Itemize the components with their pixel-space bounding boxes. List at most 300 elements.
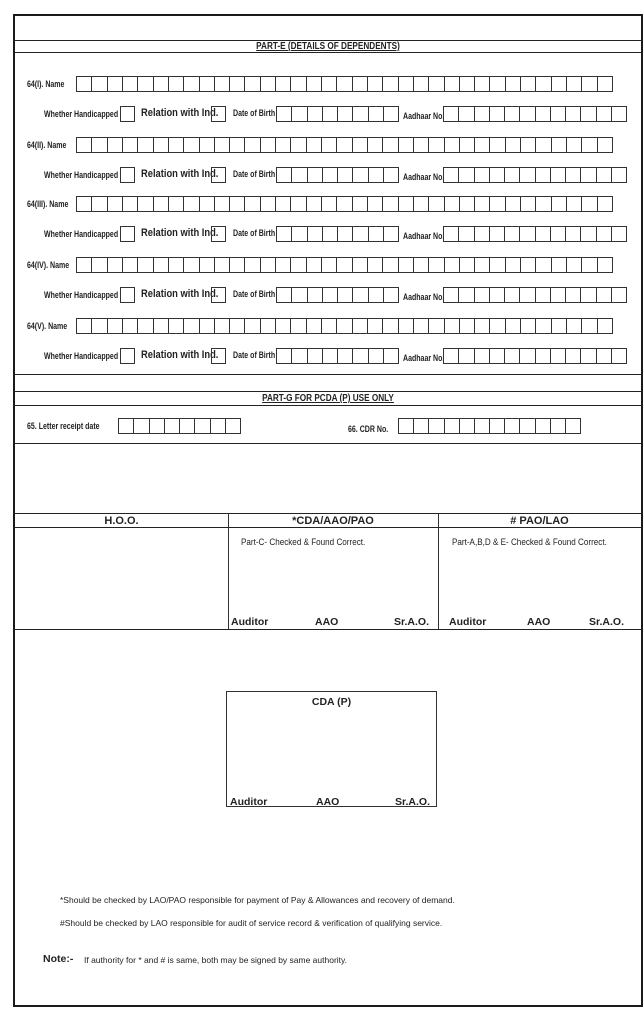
date-of-birth-input[interactable] <box>276 167 399 183</box>
aadhaar-number-input[interactable] <box>443 287 627 303</box>
aadhaar-number-input[interactable] <box>443 348 627 364</box>
char-box[interactable] <box>414 319 429 333</box>
char-box[interactable] <box>475 258 490 272</box>
char-box[interactable] <box>444 227 459 241</box>
char-box[interactable] <box>520 349 535 363</box>
char-box[interactable] <box>399 138 414 152</box>
char-box[interactable] <box>521 138 536 152</box>
char-box[interactable] <box>506 197 521 211</box>
char-box[interactable] <box>460 138 475 152</box>
char-box[interactable] <box>230 197 245 211</box>
char-box[interactable] <box>551 107 566 121</box>
char-box[interactable] <box>291 258 306 272</box>
char-box[interactable] <box>215 258 230 272</box>
char-box[interactable] <box>490 258 505 272</box>
char-box[interactable] <box>459 288 474 302</box>
char-box[interactable] <box>230 258 245 272</box>
char-box[interactable] <box>384 288 398 302</box>
char-box[interactable] <box>169 197 184 211</box>
char-box[interactable] <box>475 349 490 363</box>
char-box[interactable] <box>77 138 92 152</box>
char-box[interactable] <box>154 319 169 333</box>
char-box[interactable] <box>154 77 169 91</box>
char-box[interactable] <box>429 419 444 433</box>
char-box[interactable] <box>490 419 505 433</box>
char-box[interactable] <box>323 227 338 241</box>
char-box[interactable] <box>383 77 398 91</box>
char-box[interactable] <box>475 227 490 241</box>
char-box[interactable] <box>552 258 567 272</box>
char-box[interactable] <box>353 227 368 241</box>
char-box[interactable] <box>520 419 535 433</box>
char-box[interactable] <box>490 349 505 363</box>
char-box[interactable] <box>598 77 612 91</box>
char-box[interactable] <box>169 138 184 152</box>
char-box[interactable] <box>180 419 195 433</box>
char-box[interactable] <box>184 77 199 91</box>
char-box[interactable] <box>276 319 291 333</box>
char-box[interactable] <box>429 197 444 211</box>
char-box[interactable] <box>598 319 612 333</box>
char-box[interactable] <box>353 197 368 211</box>
char-box[interactable] <box>581 288 596 302</box>
char-box[interactable] <box>567 319 582 333</box>
char-box[interactable] <box>460 77 475 91</box>
char-box[interactable] <box>308 168 323 182</box>
char-box[interactable] <box>536 77 551 91</box>
char-box[interactable] <box>521 258 536 272</box>
char-box[interactable] <box>444 349 459 363</box>
char-box[interactable] <box>92 258 107 272</box>
char-box[interactable] <box>322 138 337 152</box>
char-box[interactable] <box>552 77 567 91</box>
char-box[interactable] <box>277 349 292 363</box>
char-box[interactable] <box>169 258 184 272</box>
dependent-name-input[interactable] <box>76 76 613 92</box>
char-box[interactable] <box>322 197 337 211</box>
char-box[interactable] <box>429 138 444 152</box>
char-box[interactable] <box>384 168 398 182</box>
char-box[interactable] <box>490 288 505 302</box>
char-box[interactable] <box>612 227 626 241</box>
char-box[interactable] <box>307 319 322 333</box>
char-box[interactable] <box>108 197 123 211</box>
char-box[interactable] <box>322 258 337 272</box>
char-box[interactable] <box>445 77 460 91</box>
char-box[interactable] <box>291 77 306 91</box>
char-box[interactable] <box>551 168 566 182</box>
char-box[interactable] <box>337 138 352 152</box>
char-box[interactable] <box>567 138 582 152</box>
char-box[interactable] <box>338 227 353 241</box>
char-box[interactable] <box>323 168 338 182</box>
char-box[interactable] <box>475 168 490 182</box>
char-box[interactable] <box>369 107 384 121</box>
char-box[interactable] <box>551 349 566 363</box>
char-box[interactable] <box>384 107 398 121</box>
char-box[interactable] <box>338 107 353 121</box>
char-box[interactable] <box>368 138 383 152</box>
char-box[interactable] <box>138 138 153 152</box>
char-box[interactable] <box>552 138 567 152</box>
char-box[interactable] <box>597 227 612 241</box>
char-box[interactable] <box>215 319 230 333</box>
char-box[interactable] <box>77 258 92 272</box>
char-box[interactable] <box>598 197 612 211</box>
char-box[interactable] <box>308 107 323 121</box>
char-box[interactable] <box>292 168 307 182</box>
char-box[interactable] <box>414 419 429 433</box>
relation-input[interactable] <box>211 167 226 183</box>
char-box[interactable] <box>338 288 353 302</box>
char-box[interactable] <box>475 197 490 211</box>
char-box[interactable] <box>291 138 306 152</box>
char-box[interactable] <box>475 138 490 152</box>
relation-input[interactable] <box>211 287 226 303</box>
char-box[interactable] <box>292 227 307 241</box>
char-box[interactable] <box>597 168 612 182</box>
char-box[interactable] <box>154 138 169 152</box>
char-box[interactable] <box>184 138 199 152</box>
char-box[interactable] <box>597 349 612 363</box>
char-box[interactable] <box>581 349 596 363</box>
letter-receipt-date-input[interactable] <box>118 418 241 434</box>
date-of-birth-input[interactable] <box>276 348 399 364</box>
cdr-number-input[interactable] <box>398 418 581 434</box>
char-box[interactable] <box>597 288 612 302</box>
char-box[interactable] <box>536 107 551 121</box>
char-box[interactable] <box>459 349 474 363</box>
char-box[interactable] <box>384 227 398 241</box>
char-box[interactable] <box>490 319 505 333</box>
char-box[interactable] <box>551 227 566 241</box>
char-box[interactable] <box>581 107 596 121</box>
char-box[interactable] <box>277 288 292 302</box>
date-of-birth-input[interactable] <box>276 226 399 242</box>
char-box[interactable] <box>566 227 581 241</box>
char-box[interactable] <box>92 77 107 91</box>
char-box[interactable] <box>368 319 383 333</box>
char-box[interactable] <box>230 77 245 91</box>
char-box[interactable] <box>505 227 520 241</box>
char-box[interactable] <box>226 419 240 433</box>
char-box[interactable] <box>536 138 551 152</box>
char-box[interactable] <box>230 138 245 152</box>
char-box[interactable] <box>337 197 352 211</box>
char-box[interactable] <box>429 258 444 272</box>
char-box[interactable] <box>566 168 581 182</box>
char-box[interactable] <box>521 197 536 211</box>
char-box[interactable] <box>154 197 169 211</box>
char-box[interactable] <box>291 319 306 333</box>
char-box[interactable] <box>150 419 165 433</box>
char-box[interactable] <box>383 138 398 152</box>
char-box[interactable] <box>445 419 460 433</box>
char-box[interactable] <box>245 319 260 333</box>
dependent-name-input[interactable] <box>76 257 613 273</box>
char-box[interactable] <box>108 138 123 152</box>
char-box[interactable] <box>399 258 414 272</box>
char-box[interactable] <box>200 197 215 211</box>
char-box[interactable] <box>323 107 338 121</box>
char-box[interactable] <box>581 168 596 182</box>
char-box[interactable] <box>506 138 521 152</box>
char-box[interactable] <box>276 258 291 272</box>
char-box[interactable] <box>353 288 368 302</box>
char-box[interactable] <box>123 77 138 91</box>
char-box[interactable] <box>520 107 535 121</box>
char-box[interactable] <box>414 258 429 272</box>
char-box[interactable] <box>337 319 352 333</box>
char-box[interactable] <box>445 197 460 211</box>
handicapped-checkbox[interactable] <box>120 287 135 303</box>
char-box[interactable] <box>414 138 429 152</box>
char-box[interactable] <box>353 77 368 91</box>
char-box[interactable] <box>581 227 596 241</box>
char-box[interactable] <box>582 197 597 211</box>
char-box[interactable] <box>123 258 138 272</box>
date-of-birth-input[interactable] <box>276 287 399 303</box>
char-box[interactable] <box>123 197 138 211</box>
char-box[interactable] <box>276 197 291 211</box>
dependent-name-input[interactable] <box>76 196 613 212</box>
char-box[interactable] <box>307 258 322 272</box>
char-box[interactable] <box>597 107 612 121</box>
char-box[interactable] <box>276 138 291 152</box>
char-box[interactable] <box>245 197 260 211</box>
char-box[interactable] <box>307 197 322 211</box>
char-box[interactable] <box>490 197 505 211</box>
char-box[interactable] <box>460 419 475 433</box>
char-box[interactable] <box>598 138 612 152</box>
char-box[interactable] <box>582 319 597 333</box>
char-box[interactable] <box>505 288 520 302</box>
char-box[interactable] <box>292 107 307 121</box>
char-box[interactable] <box>323 288 338 302</box>
char-box[interactable] <box>291 197 306 211</box>
char-box[interactable] <box>108 77 123 91</box>
char-box[interactable] <box>338 349 353 363</box>
char-box[interactable] <box>368 197 383 211</box>
handicapped-checkbox[interactable] <box>120 348 135 364</box>
char-box[interactable] <box>521 319 536 333</box>
char-box[interactable] <box>612 168 626 182</box>
char-box[interactable] <box>211 419 226 433</box>
char-box[interactable] <box>536 258 551 272</box>
char-box[interactable] <box>261 138 276 152</box>
char-box[interactable] <box>445 319 460 333</box>
char-box[interactable] <box>215 138 230 152</box>
char-box[interactable] <box>399 197 414 211</box>
char-box[interactable] <box>138 197 153 211</box>
relation-input[interactable] <box>211 348 226 364</box>
char-box[interactable] <box>337 77 352 91</box>
char-box[interactable] <box>353 107 368 121</box>
aadhaar-number-input[interactable] <box>443 226 627 242</box>
char-box[interactable] <box>138 319 153 333</box>
char-box[interactable] <box>323 349 338 363</box>
char-box[interactable] <box>551 288 566 302</box>
char-box[interactable] <box>490 168 505 182</box>
char-box[interactable] <box>552 319 567 333</box>
char-box[interactable] <box>399 77 414 91</box>
char-box[interactable] <box>582 77 597 91</box>
char-box[interactable] <box>138 77 153 91</box>
char-box[interactable] <box>77 319 92 333</box>
char-box[interactable] <box>475 77 490 91</box>
char-box[interactable] <box>383 258 398 272</box>
char-box[interactable] <box>108 258 123 272</box>
char-box[interactable] <box>460 319 475 333</box>
char-box[interactable] <box>353 319 368 333</box>
char-box[interactable] <box>505 349 520 363</box>
char-box[interactable] <box>308 349 323 363</box>
char-box[interactable] <box>475 107 490 121</box>
char-box[interactable] <box>277 168 292 182</box>
char-box[interactable] <box>459 168 474 182</box>
char-box[interactable] <box>475 319 490 333</box>
relation-input[interactable] <box>211 106 226 122</box>
char-box[interactable] <box>520 168 535 182</box>
char-box[interactable] <box>92 197 107 211</box>
char-box[interactable] <box>369 288 384 302</box>
char-box[interactable] <box>414 197 429 211</box>
char-box[interactable] <box>536 419 551 433</box>
char-box[interactable] <box>307 77 322 91</box>
char-box[interactable] <box>215 77 230 91</box>
char-box[interactable] <box>245 77 260 91</box>
char-box[interactable] <box>520 288 535 302</box>
char-box[interactable] <box>444 288 459 302</box>
char-box[interactable] <box>383 319 398 333</box>
char-box[interactable] <box>536 168 551 182</box>
char-box[interactable] <box>165 419 180 433</box>
char-box[interactable] <box>77 197 92 211</box>
char-box[interactable] <box>215 197 230 211</box>
char-box[interactable] <box>307 138 322 152</box>
char-box[interactable] <box>154 258 169 272</box>
char-box[interactable] <box>169 77 184 91</box>
char-box[interactable] <box>551 419 566 433</box>
char-box[interactable] <box>612 288 626 302</box>
char-box[interactable] <box>598 258 612 272</box>
char-box[interactable] <box>460 197 475 211</box>
char-box[interactable] <box>276 77 291 91</box>
char-box[interactable] <box>169 319 184 333</box>
char-box[interactable] <box>200 77 215 91</box>
char-box[interactable] <box>369 349 384 363</box>
char-box[interactable] <box>195 419 210 433</box>
char-box[interactable] <box>108 319 123 333</box>
char-box[interactable] <box>582 258 597 272</box>
char-box[interactable] <box>429 77 444 91</box>
aadhaar-number-input[interactable] <box>443 106 627 122</box>
char-box[interactable] <box>521 77 536 91</box>
char-box[interactable] <box>567 77 582 91</box>
char-box[interactable] <box>536 319 551 333</box>
char-box[interactable] <box>308 227 323 241</box>
char-box[interactable] <box>353 349 368 363</box>
char-box[interactable] <box>505 168 520 182</box>
char-box[interactable] <box>506 319 521 333</box>
char-box[interactable] <box>134 419 149 433</box>
char-box[interactable] <box>566 349 581 363</box>
char-box[interactable] <box>292 349 307 363</box>
char-box[interactable] <box>566 107 581 121</box>
char-box[interactable] <box>353 138 368 152</box>
char-box[interactable] <box>566 419 580 433</box>
handicapped-checkbox[interactable] <box>120 167 135 183</box>
char-box[interactable] <box>383 197 398 211</box>
char-box[interactable] <box>92 138 107 152</box>
char-box[interactable] <box>245 138 260 152</box>
char-box[interactable] <box>119 419 134 433</box>
char-box[interactable] <box>536 288 551 302</box>
char-box[interactable] <box>261 319 276 333</box>
char-box[interactable] <box>337 258 352 272</box>
char-box[interactable] <box>322 77 337 91</box>
handicapped-checkbox[interactable] <box>120 106 135 122</box>
char-box[interactable] <box>612 349 626 363</box>
char-box[interactable] <box>490 107 505 121</box>
char-box[interactable] <box>123 138 138 152</box>
char-box[interactable] <box>566 288 581 302</box>
char-box[interactable] <box>261 258 276 272</box>
char-box[interactable] <box>536 227 551 241</box>
char-box[interactable] <box>230 319 245 333</box>
char-box[interactable] <box>536 349 551 363</box>
char-box[interactable] <box>475 419 490 433</box>
char-box[interactable] <box>308 288 323 302</box>
relation-input[interactable] <box>211 226 226 242</box>
aadhaar-number-input[interactable] <box>443 167 627 183</box>
char-box[interactable] <box>505 107 520 121</box>
char-box[interactable] <box>200 319 215 333</box>
char-box[interactable] <box>475 288 490 302</box>
char-box[interactable] <box>506 77 521 91</box>
char-box[interactable] <box>123 319 138 333</box>
char-box[interactable] <box>490 138 505 152</box>
char-box[interactable] <box>92 319 107 333</box>
char-box[interactable] <box>459 107 474 121</box>
char-box[interactable] <box>399 419 414 433</box>
char-box[interactable] <box>444 107 459 121</box>
char-box[interactable] <box>277 227 292 241</box>
char-box[interactable] <box>200 138 215 152</box>
char-box[interactable] <box>338 168 353 182</box>
char-box[interactable] <box>414 77 429 91</box>
char-box[interactable] <box>536 197 551 211</box>
char-box[interactable] <box>460 258 475 272</box>
char-box[interactable] <box>384 349 398 363</box>
char-box[interactable] <box>138 258 153 272</box>
dependent-name-input[interactable] <box>76 137 613 153</box>
char-box[interactable] <box>245 258 260 272</box>
char-box[interactable] <box>567 258 582 272</box>
char-box[interactable] <box>368 77 383 91</box>
date-of-birth-input[interactable] <box>276 106 399 122</box>
char-box[interactable] <box>399 319 414 333</box>
char-box[interactable] <box>77 77 92 91</box>
char-box[interactable] <box>369 227 384 241</box>
char-box[interactable] <box>369 168 384 182</box>
char-box[interactable] <box>368 258 383 272</box>
char-box[interactable] <box>353 168 368 182</box>
char-box[interactable] <box>322 319 337 333</box>
char-box[interactable] <box>429 319 444 333</box>
dependent-name-input[interactable] <box>76 318 613 334</box>
char-box[interactable] <box>520 227 535 241</box>
